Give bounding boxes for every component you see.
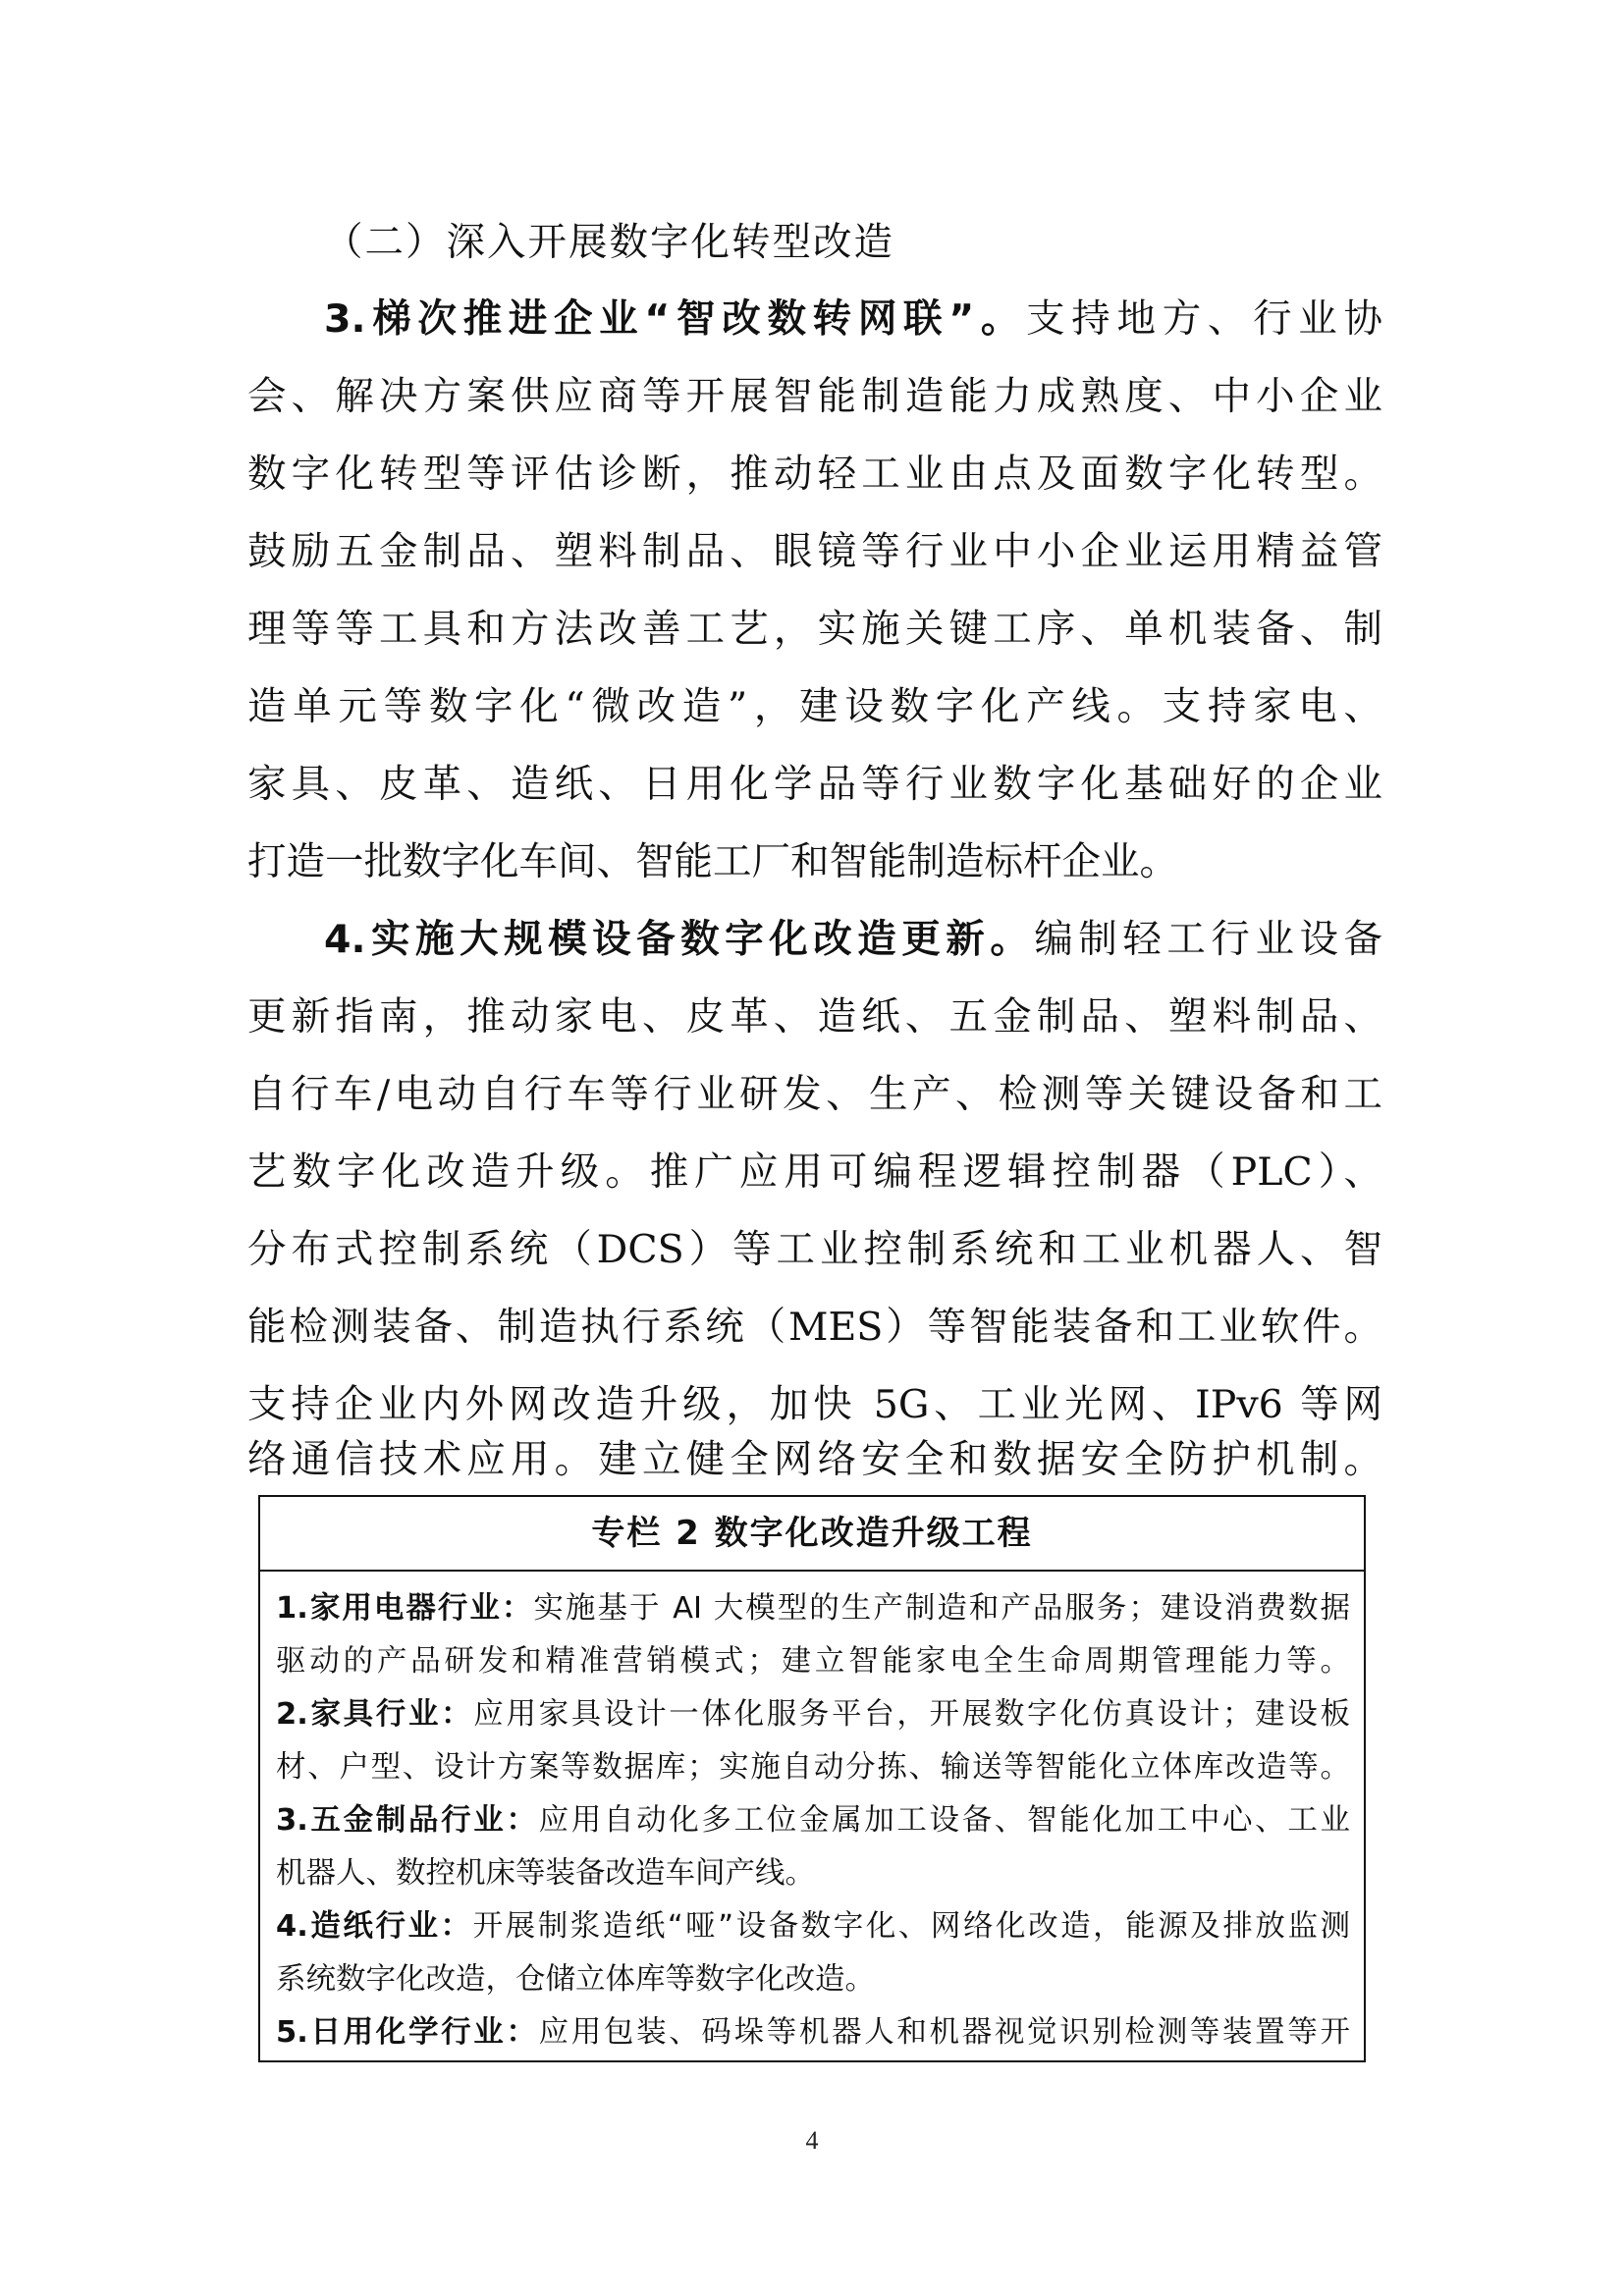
paragraph-3-line-2: 会、解决方案供应商等开展智能制造能力成熟度、中小企业	[247, 374, 1382, 419]
box-item-4-title: 4.造纸行业：	[276, 1909, 473, 1944]
paragraph-3-line-6: 造单元等数字化“微改造”，建设数字化产线。支持家电、	[247, 684, 1382, 729]
section-heading: （二）深入开展数字化转型改造	[324, 220, 894, 265]
box-item-3-line-1	[276, 1801, 1350, 1841]
paragraph-4-line-5: 分布式控制系统（DCS）等工业控制系统和工业机器人、智	[247, 1227, 1382, 1272]
paragraph-4-line-7: 支持企业内外网改造升级，加快 5G、工业光网、IPv6 等网	[247, 1382, 1382, 1427]
box-item-1-line-1	[276, 1589, 1350, 1629]
box-item-5-line-1	[276, 2013, 1350, 2053]
box-item-2-line-2: 材、户型、设计方案等数据库；实施自动分拣、输送等智能化立体库改造等。	[276, 1750, 1350, 1785]
box-item-3-title: 3.五金制品行业：	[276, 1803, 539, 1838]
paragraph-4-line-8: 络通信技术应用。建立健全网络安全和数据安全防护机制。	[247, 1437, 1382, 1482]
box-item-4-line-1	[276, 1907, 1350, 1947]
paragraph-3-line-3: 数字化转型等评估诊断，推动轻工业由点及面数字化转型。	[247, 452, 1382, 497]
box-item-5-title: 5.日用化学行业：	[276, 2015, 539, 2050]
box-item-3-text: 应用自动化多工位金属加工设备、智能化加工中心、工业	[538, 1803, 1350, 1838]
paragraph-3-line-4: 鼓励五金制品、塑料制品、眼镜等行业中小企业运用精益管	[247, 529, 1382, 574]
paragraph-3-line-1	[324, 296, 1382, 342]
paragraph-4-line-1	[324, 917, 1382, 962]
paragraph-3-line-8: 打造一批数字化车间、智能工厂和智能制造标杆企业。	[247, 839, 1178, 884]
box-item-2-text: 应用家具设计一体化服务平台，开展数字化仿真设计；建设板	[473, 1697, 1350, 1732]
box-item-2-line-1	[276, 1695, 1350, 1735]
box-item-1-text: 实施基于 AI 大模型的生产制造和产品服务；建设消费数据	[533, 1591, 1351, 1626]
box-item-3-line-2: 机器人、数控机床等装备改造车间产线。	[276, 1856, 815, 1891]
box-title: 专栏 2 数字化改造升级工程	[260, 1497, 1364, 1572]
box-item-4-line-2: 系统数字化改造，仓储立体库等数字化改造。	[276, 1962, 875, 1997]
paragraph-3-line-7: 家具、皮革、造纸、日用化学品等行业数字化基础好的企业	[247, 762, 1382, 807]
paragraph-4-line-4: 艺数字化改造升级。推广应用可编程逻辑控制器（PLC）、	[247, 1149, 1382, 1195]
paragraph-4-line-3: 自行车/电动自行车等行业研发、生产、检测等关键设备和工	[247, 1072, 1382, 1117]
paragraph-3-line-5: 理等等工具和方法改善工艺，实施关键工序、单机装备、制	[247, 607, 1382, 652]
paragraph-4-title: 4.实施大规模设备数字化改造更新。	[324, 917, 1035, 962]
paragraph-4-text: 编制轻工行业设备	[1034, 917, 1382, 962]
box-item-1-title: 1.家用电器行业：	[276, 1591, 534, 1626]
paragraph-4-line-2: 更新指南，推动家电、皮革、造纸、五金制品、塑料制品、	[247, 994, 1382, 1040]
box-item-1-line-2: 驱动的产品研发和精准营销模式；建立智能家电全生命周期管理能力等。	[276, 1644, 1350, 1679]
box-item-4-text: 开展制浆造纸“哑”设备数字化、网络化改造，能源及排放监测	[472, 1909, 1351, 1944]
box-item-5-text: 应用包装、码垛等机器人和机器视觉识别检测等装置等开	[538, 2015, 1350, 2050]
page-number: 4	[805, 2126, 819, 2155]
paragraph-4-line-6: 能检测装备、制造执行系统（MES）等智能装备和工业软件。	[247, 1305, 1382, 1350]
special-column-box	[258, 1495, 1366, 2062]
box-item-2-title: 2.家具行业：	[276, 1697, 474, 1732]
paragraph-3-text: 支持地方、行业协	[1026, 296, 1383, 342]
paragraph-3-title: 3.梯次推进企业“智改数转网联”。	[324, 296, 1027, 342]
